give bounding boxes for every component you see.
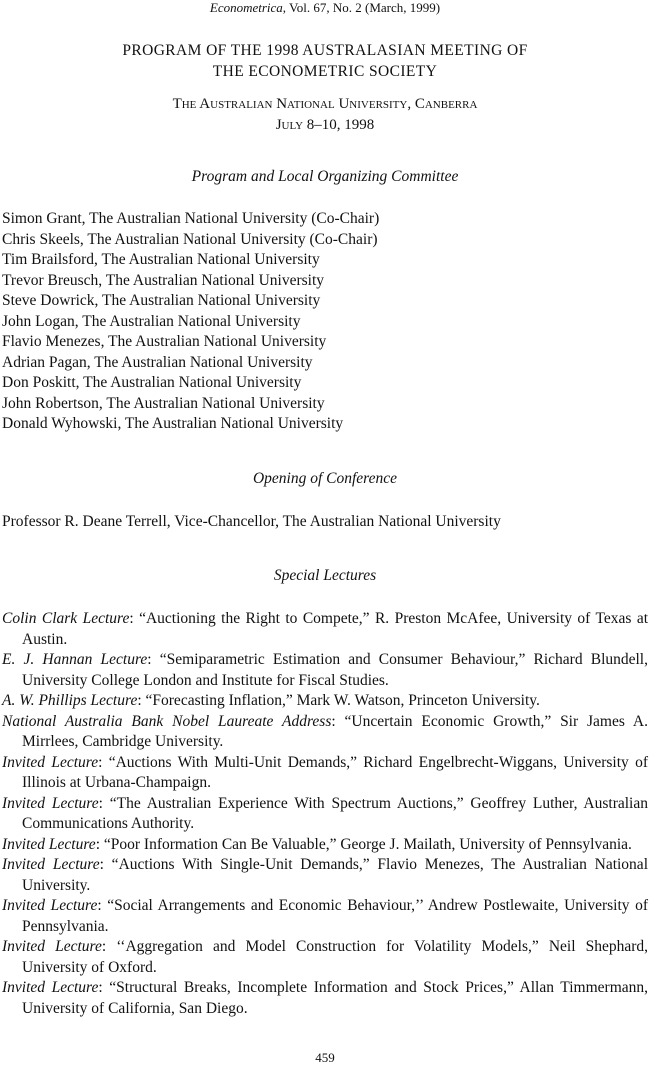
lecture-item: [2, 978, 648, 1019]
lecture-item: [2, 691, 648, 712]
lecture-type: Invited Lecture: [2, 753, 99, 771]
page-title: [0, 40, 650, 82]
lecture-details: : “Social Arrangements and Economic Behaviour,’’ Andrew Postlewaite, University of Pennsylvania.: [22, 897, 648, 935]
committee-member: Flavio Menezes, The Australian National University: [2, 333, 327, 350]
committee-member: Donald Wyhowski, The Australian National University: [2, 415, 344, 432]
journal-citation: [0, 0, 650, 16]
lecture-item: [2, 937, 648, 978]
lecture-item: [2, 609, 648, 650]
lecture-type: Invited Lecture: [2, 835, 96, 853]
lecture-details: : ‘‘Aggregation and Model Construction for Volatility Models,” Neil Shephard, University of Oxford.: [22, 938, 649, 976]
committee-member: Tim Brailsford, The Australian National University: [2, 251, 320, 268]
lecture-type: A. W. Phillips Lecture: [2, 692, 138, 709]
lecture-details: : “Auctions With Multi-Unit Demands,” Richard Engelbrecht-Wiggans, University of Illinois at Urbana-Champaign.: [22, 753, 648, 791]
page-number: 459: [315, 1050, 335, 1065]
committee-member: Trevor Breusch, The Australian National University: [2, 271, 325, 289]
lecture-item: [2, 794, 648, 835]
lecture-list: [2, 609, 648, 1019]
lecture-type: E. J. Hannan Lecture: [2, 651, 148, 668]
lecture-type: National Australia Bank Nobel Laureate Address: [2, 712, 332, 730]
lecture-type: Invited Lecture: [2, 794, 99, 812]
lecture-details: : “Uncertain Economic Growth,” Sir James A. Mirrlees, Cambridge University.: [22, 712, 648, 750]
lecture-details: : “Auctioning the Right to Compete,” R. Preston McAfee, University of Texas at Austin.: [22, 610, 649, 648]
journal-issue: , Vol. 67, No. 2 (March, 1999): [282, 0, 441, 15]
venue-location: The Australian National University, Canberra: [172, 96, 478, 112]
lecture-details: : “Semiparametric Estimation and Consumer Behaviour,” Richard Blundell, University College London and Institute for Fiscal Studies.: [22, 651, 648, 689]
lecture-item: [2, 896, 648, 937]
lecture-type: Invited Lecture: [2, 856, 100, 873]
lecture-details: : “The Australian Experience With Spectrum Auctions,” Geoffrey Luther, Australian Communications Authority.: [22, 794, 648, 832]
lecture-details: : “Auctions With Single-Unit Demands,” Flavio Menezes, The Australian National University.: [22, 856, 648, 894]
lecture-type: Colin Clark Lecture: [2, 610, 130, 627]
committee-member: Adrian Pagan, The Australian National University: [2, 353, 313, 371]
lecture-details: : “Structural Breaks, Incomplete Information and Stock Prices,” Allan Timmermann, University of California, San Diego.: [22, 979, 649, 1017]
lecture-item: [2, 855, 648, 896]
committee-heading: Program and Local Organizing Committee: [191, 168, 459, 185]
lecture-details: : “Forecasting Inflation,” Mark W. Watson, Princeton University.: [137, 692, 540, 709]
committee-list: [2, 209, 642, 435]
opening-speaker: Professor R. Deane Terrell, Vice-Chancellor, The Australian National University: [2, 513, 501, 530]
lecture-item: [2, 835, 648, 856]
committee-member: Chris Skeels, The Australian National University (Co-Chair): [2, 230, 378, 248]
committee-member: Simon Grant, The Australian National University (Co-Chair): [2, 210, 380, 227]
lectures-heading: Special Lectures: [273, 567, 377, 584]
lecture-type: Invited Lecture: [2, 897, 98, 914]
lecture-item: [2, 753, 648, 794]
opening-heading: Opening of Conference: [252, 470, 398, 487]
journal-name: Econometrica: [209, 0, 283, 15]
lecture-item: [2, 650, 648, 691]
committee-member: John Robertson, The Australian National University: [2, 394, 325, 412]
lecture-details: : “Poor Information Can Be Valuable,” George J. Mailath, University of Pennsylvania.: [95, 835, 632, 853]
committee-member: John Logan, The Australian National University: [2, 312, 301, 330]
committee-member: Don Poskitt, The Australian National University: [2, 374, 302, 391]
title-line-2: THE ECONOMETRIC SOCIETY: [212, 63, 438, 80]
committee-member: Steve Dowrick, The Australian National University: [2, 292, 321, 309]
venue-block: [0, 94, 650, 136]
venue-dates: July 8–10, 1998: [275, 117, 375, 133]
title-line-1: PROGRAM OF THE 1998 AUSTRALASIAN MEETING OF: [122, 42, 528, 59]
lecture-type: Invited Lecture: [2, 979, 99, 996]
lecture-type: Invited Lecture: [2, 938, 102, 955]
lecture-item: [2, 712, 648, 753]
